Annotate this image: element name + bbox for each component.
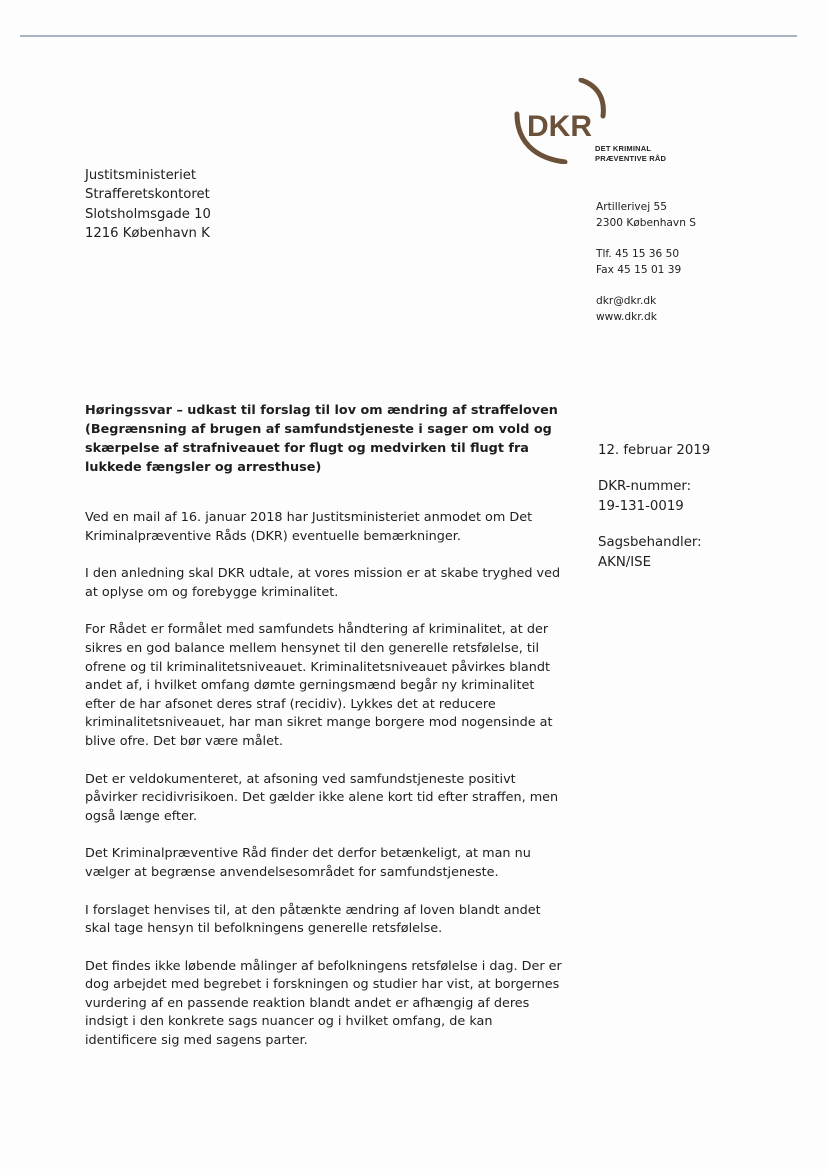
text-line: at oplyse om og forebygge kriminalitet. xyxy=(85,584,339,600)
subject-line: lukkede fængsler og arresthuse) xyxy=(85,460,322,475)
handler-value: AKN/ISE xyxy=(598,555,652,570)
sender-phone: Tlf. 45 15 36 50 xyxy=(596,248,680,260)
text-line: kriminalitetsniveauet, har man sikret mange borgere mod nogensinde at xyxy=(85,715,553,731)
text-line: Det findes ikke løbende målinger af befolkningens retsfølelse i dag. Der er xyxy=(85,958,562,974)
case-number-value: 19-131-0019 xyxy=(598,499,684,514)
text-line: sikres en god balance mellem hensynet til den generelle retsfølelse, til xyxy=(85,640,540,656)
text-line: Det er veldokumenteret, at afsoning ved samfundstjeneste positivt xyxy=(85,771,516,787)
subject-line: skærpelse af strafniveauet for flugt og medvirken til flugt fra xyxy=(85,441,529,456)
sender-website: www.dkr.dk xyxy=(596,311,657,323)
text-line: også længe efter. xyxy=(85,808,198,824)
text-line: ofrene og til kriminalitetsniveauet. Kriminalitetsniveauet påvirkes blandt xyxy=(85,659,551,675)
recipient-line: Slotsholmsgade 10 xyxy=(85,206,211,222)
scan-line xyxy=(20,35,797,37)
sender-fax: Fax 45 15 01 39 xyxy=(596,264,682,276)
dkr-logo xyxy=(509,78,607,164)
text-line: indsigt i den konkrete sags nuancer og i hvilket omfang, de kan xyxy=(85,1014,493,1030)
subject-line: Høringssvar – udkast til forslag til lov om ændring af straffeloven xyxy=(85,403,558,418)
logo-subtitle-line: DET KRIMINAL xyxy=(595,144,652,153)
text-line: Ved en mail af 16. januar 2018 har Justitsministeriet anmodet om Det xyxy=(85,510,533,525)
text-line: efter de har afsonet deres straf (recidiv). Lykkes det at reducere xyxy=(85,696,496,712)
text-line: dog arbejdet med begrebet i forskningen og studier har vist, at borgernes xyxy=(85,977,560,993)
text-line: blive ofre. Det bør være målet. xyxy=(85,733,284,749)
text-line: andet af, i hvilket omfang dømte gerningsmænd begår ny kriminalitet xyxy=(85,678,535,694)
text-line: identificere sig med sagens parter. xyxy=(85,1033,308,1049)
sender-email: dkr@dkr.dk xyxy=(596,295,657,307)
paragraph xyxy=(85,958,595,1051)
sender-contact xyxy=(596,199,696,325)
paragraph xyxy=(85,771,595,827)
text-line: For Rådet er formålet med samfundets håndtering af kriminalitet, at der xyxy=(85,622,549,638)
recipient-line: Strafferetskontoret xyxy=(85,187,210,203)
case-number-label: DKR-nummer: xyxy=(598,479,692,494)
sender-city: 2300 København S xyxy=(596,217,696,229)
letter-date: 12. februar 2019 xyxy=(598,443,711,458)
text-line: påvirker recidivrisikoen. Det gælder ikke alene kort tid efter straffen, men xyxy=(85,790,559,806)
logo-subtitle-line: PRÆVENTIVE RÅD xyxy=(595,153,667,163)
recipient-line: Justitsministeriet xyxy=(85,168,197,183)
recipient-address xyxy=(85,166,211,243)
letter-body xyxy=(85,509,595,1070)
text-line: I den anledning skal DKR udtale, at vores mission er at skabe tryghed ved xyxy=(85,566,561,582)
text-line: Kriminalpræventive Råds (DKR) eventuelle bemærkninger. xyxy=(85,528,461,544)
text-line: Det Kriminalpræventive Råd finder det derfor betænkeligt, at man nu xyxy=(85,846,531,862)
text-line: vælger at begrænse anvendelsesområdet for samfundstjeneste. xyxy=(85,864,499,880)
text-line: skal tage hensyn til befolkningens generelle retsfølelse. xyxy=(85,921,443,937)
recipient-line: 1216 København K xyxy=(85,225,210,241)
subject-heading xyxy=(85,401,580,477)
paragraph xyxy=(85,845,595,882)
paragraph xyxy=(85,565,595,602)
logo-text: DKR xyxy=(527,110,592,143)
text-line: I forslaget henvises til, at den påtænkte ændring af loven blandt andet xyxy=(85,902,541,918)
paragraph xyxy=(85,621,595,751)
logo-subtitle xyxy=(595,144,666,163)
text-line: vurdering af en passende reaktion blandt andet er afhængig af deres xyxy=(85,995,530,1011)
sender-street: Artillerivej 55 xyxy=(596,201,667,213)
paragraph xyxy=(85,902,595,939)
letter-meta xyxy=(598,441,710,573)
handler-label: Sagsbehandler: xyxy=(598,535,702,550)
subject-line: (Begrænsning af brugen af samfundstjeneste i sager om vold og xyxy=(85,422,552,437)
paragraph xyxy=(85,509,595,546)
